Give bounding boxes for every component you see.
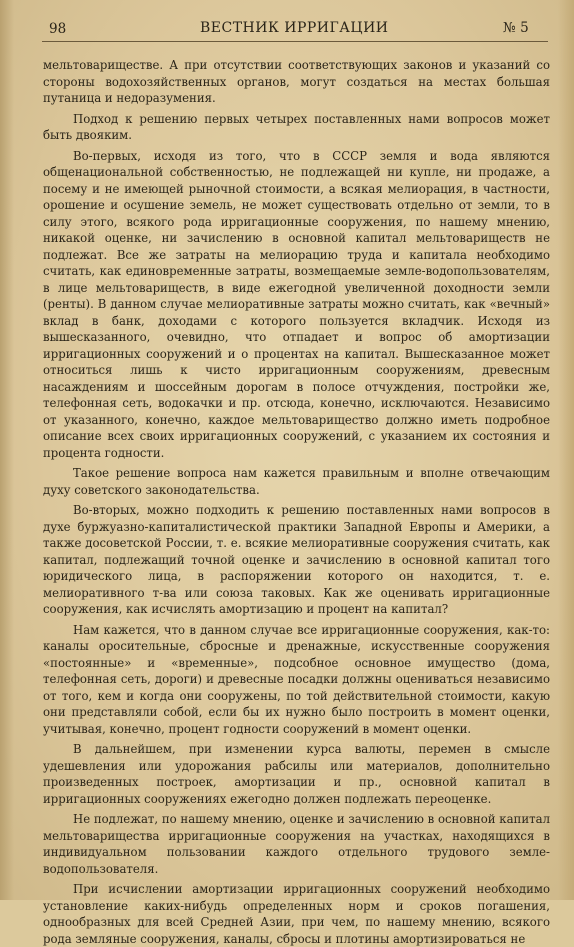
page-header — [0, 14, 574, 40]
page-edge-right — [558, 0, 574, 900]
issue-number: № 5 — [503, 20, 529, 36]
paragraph: Нам кажется, что в данном случае все ирригационные сооружения, как-то: каналы оросительные, сбросные и дренажные, искусственные сооружения «постоянные» и «временные», подсобное основное имущество (дома, телефонная сеть, дороги) и древесные посадки должны оцениваться независимо от того, кем и когда они сооружены, по той действительной стоимости, какую они представляли собой, если бы их нужно было построить в момент оценки, учитывая, конечно, процент годности сооружений в момент оценки. — [43, 622, 550, 736]
journal-title: ВЕСТНИК ИРРИГАЦИИ — [200, 20, 389, 36]
paragraph: В дальнейшем, при изменении курса валюты, перемен в смысле удешевления или удорожания рабсилы или материалов, дополнительно произведенных построек, амортизации и пр., основной капитал в ирригационных сооружениях ежегодно должен подлежать переоценке. — [43, 742, 550, 806]
article-body — [43, 57, 550, 947]
paragraph: Подход к решению первых четырех поставленных нами вопросов может быть двояким. — [43, 111, 550, 142]
page-edge-left — [0, 0, 14, 900]
paragraph: Такое решение вопроса нам кажется правильным и вполне отвечающим духу советского законодательства. — [43, 466, 550, 497]
header-rule — [42, 41, 548, 42]
paragraph: Во-первых, исходя из того, что в СССР земля и вода являются общенациональной собственностью, не подлежащей ни купле, ни продаже, а посему и не имеющей рыночной стоимости, а всякая мелиорация, в частности, орошение и осушение земель, не может существовать отдельно от земли, то в силу этого, всякого рода ирригационные сооружения, по нашему мнению, никакой оценке, ни зачислению в основной капитал мельтовариществ не подлежат. Все же затраты на мелиорацию труда и капитала необходимо считать, как единовременные затраты, возмещаемые земле-водопользователям, в лице мельтовариществ, в виде ежегодной увеличенной доходности земли (ренты). В данном случае мелиоративные затраты можно считать, как «вечный» вклад в банк, доходами с которого пользуется вкладчик. Исходя из вышесказанного, очевидно, что отпадает и вопрос об амортизации ирригационных сооружений и о процентах на капитал. Вышесказанное может относиться лишь к чисто ирригационным сооружениям, древесным насаждениям и шоссейным дорогам в полосе отчуждения, постройки же, телефонная сеть, водокачки и пр. отсюда, конечно, исключаются. Независимо от указанного, конечно, каждое мельтоварищество должно иметь подробное описание всех своих ирригационных сооружений, с указанием их состояния и процента годности. — [43, 148, 550, 460]
paragraph: Во-вторых, можно подходить к решению поставленных нами вопросов в духе буржуазно-капиталистической практики Западной Европы и Америки, а также досоветской России, т. е. всякие мелиоративные сооружения считать, как капитал, подлежащий точной оценке и зачислению в основной капитал того юридического лица, в распоряжении которого он находится, т. е. мелиоративного т-ва или союза таковых. Как же оценивать ирригационные сооружения, как исчислять амортизацию и процент на капитал? — [43, 503, 550, 616]
paragraph: мельтовариществе. А при отсутствии соответствующих законов и указаний со стороны водохозяйственных органов, могут создаться на местах большая путаница и недоразумения. — [43, 58, 550, 105]
paragraph: Не подлежат, по нашему мнению, оценке и зачислению в основной капитал мельтоварищества ирригационные сооружения на участках, находящихся в индивидуальном пользовании каждого отдельного трудового земле-водопользователя. — [43, 812, 550, 876]
paragraph: При исчислении амортизации ирригационных сооружений необходимо установление каких-нибудь определенных норм и сроков погашения, однообразных для всей Средней Азии, при чем, по нашему мнению, всякого рода земляные сооружения, каналы, сбросы и плотины амортизироваться не — [43, 882, 550, 946]
page-number: 98 — [49, 21, 67, 37]
